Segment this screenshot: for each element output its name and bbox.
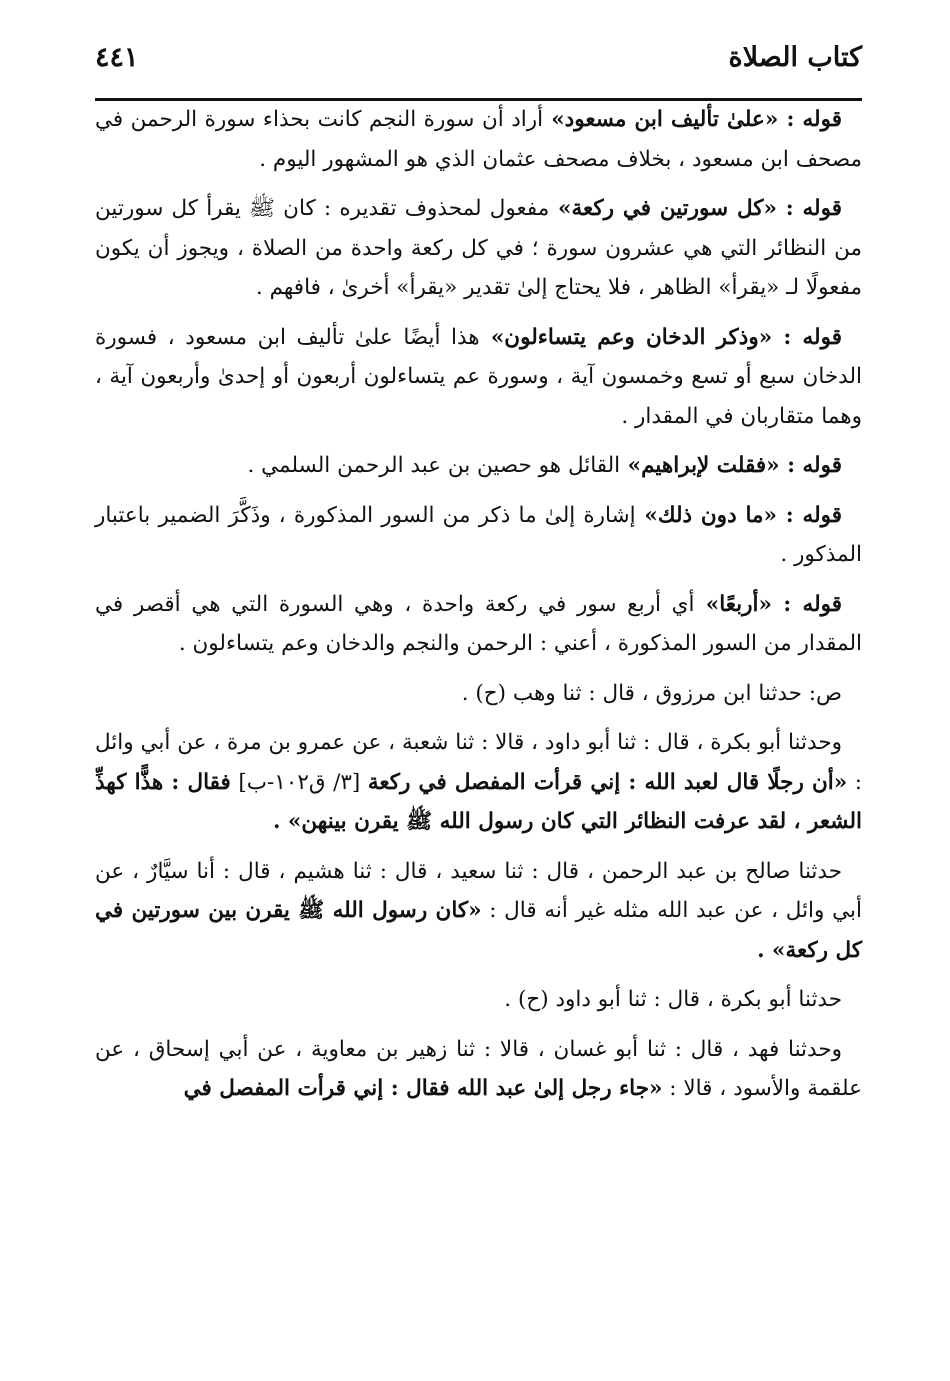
- quoted-phrase: «كل سورتين في ركعة»: [549, 196, 786, 221]
- qawluhu-label: قوله :: [787, 453, 842, 478]
- hadith-paragraph: [95, 852, 862, 971]
- hadith-chain: حدثنا صالح بن عبد الرحمن ، قال : ثنا سعيد ، قال : ثنا هشيم ، قال : أنا سيَّارٌ ، عن أبي وائل ، عن عبد الله مثله غير أنه قال :: [95, 858, 862, 923]
- hadith-matn: فقال : هذًّا كهذِّ الشعر ، لقد عرفت النظائر التي كان رسول الله ﷺ يقرن بينهن» .: [95, 769, 862, 834]
- hadith-matn: «جاء رجل إلىٰ عبد الله فقال : إني قرأت المفصل في: [183, 1076, 663, 1101]
- hadith-chain: وحدثنا فهد ، قال : ثنا أبو غسان ، قالا : ثنا زهير بن معاوية ، عن أبي إسحاق ، عن علقمة والأسود ، قالا :: [95, 1036, 862, 1101]
- qawluhu-label: قوله :: [785, 502, 843, 528]
- hadith-matn: «أن رجلًا قال لعبد الله : إني قرأت المفصل في ركعة: [367, 769, 848, 795]
- hadith-matn: «كان رسول الله ﷺ يقرن بين سورتين في كل ركعة» .: [95, 898, 862, 963]
- commentary-paragraph: [95, 496, 862, 575]
- commentary-text: هذا أيضًا علىٰ تأليف ابن مسعود ، فسورة الدخان سبع أو تسع وخمسون آية ، وسورة عم يتساءلون أربعون أو إحدىٰ وأربعون آية ، وهما متقاربان في المقدار .: [95, 324, 862, 429]
- commentary-text: القائل هو حصين بن عبد الرحمن السلمي .: [247, 453, 621, 478]
- running-title: كتاب الصلاة: [728, 42, 862, 73]
- commentary-text: أراد أن سورة النجم كانت بحذاء سورة الرحمن في مصحف ابن مسعود ، بخلاف مصحف عثمان الذي هو المشهور اليوم .: [95, 107, 862, 172]
- commentary-text: مفعول لمحذوف تقديره : كان ﷺ يقرأ كل سورتين من النظائر التي هي عشرون سورة ؛ في كل ركعة واحدة من الصلاة ، ويجوز أن يكون مفعولًا لـ «يقرأ» الظاهر ، فلا يحتاج إلىٰ تقدير «يقرأ» أخرىٰ ، فافهم .: [95, 196, 862, 300]
- page-number: ٤٤١: [95, 42, 139, 73]
- quoted-phrase: «وذكر الدخان وعم يتساءلون»: [479, 324, 784, 350]
- qawluhu-label: قوله :: [783, 591, 843, 617]
- commentary-paragraph: [95, 585, 862, 664]
- hadith-chain: ص: حدثنا ابن مرزوق ، قال : ثنا وهب (ح) .: [461, 680, 842, 706]
- commentary-text: أي أربع سور في ركعة واحدة ، وهي السورة التي هي أقصر في المقدار من السور المذكورة ، أعني : الرحمن والنجم والدخان وعم يتساءلون .: [95, 591, 862, 656]
- quoted-phrase: «علىٰ تأليف ابن مسعود»: [543, 107, 787, 132]
- hadith-chain: وحدثنا أبو بكرة ، قال : ثنا أبو داود ، قالا : ثنا شعبة ، عن عمرو بن مرة ، عن أبي وائل :: [95, 730, 863, 795]
- quoted-phrase: «ما دون ذلك»: [635, 502, 786, 528]
- manuscript-reference: [٣/ ق١٠٢-ب]: [230, 769, 368, 795]
- commentary-paragraph: [95, 318, 862, 437]
- hadith-paragraph: [95, 980, 862, 1020]
- qawluhu-label: قوله :: [783, 324, 842, 350]
- hadith-paragraph: [95, 1030, 862, 1109]
- page-body: [95, 100, 862, 1119]
- qawluhu-label: قوله :: [785, 196, 842, 221]
- commentary-text: إشارة إلىٰ ما ذكر من السور المذكورة ، وذَكَّرَ الضمير باعتبار المذكور .: [95, 502, 862, 567]
- page-header: [95, 36, 862, 101]
- commentary-paragraph: [95, 446, 862, 486]
- qawluhu-label: قوله :: [786, 107, 842, 132]
- quoted-phrase: «أربعًا»: [694, 591, 784, 617]
- quoted-phrase: «فقلت لإبراهيم»: [620, 453, 788, 478]
- commentary-paragraph: [95, 189, 862, 308]
- hadith-chain: حدثنا أبو بكرة ، قال : ثنا أبو داود (ح) .: [504, 987, 842, 1012]
- commentary-paragraph: [95, 100, 862, 179]
- hadith-paragraph: [95, 674, 862, 714]
- hadith-paragraph: [95, 723, 862, 842]
